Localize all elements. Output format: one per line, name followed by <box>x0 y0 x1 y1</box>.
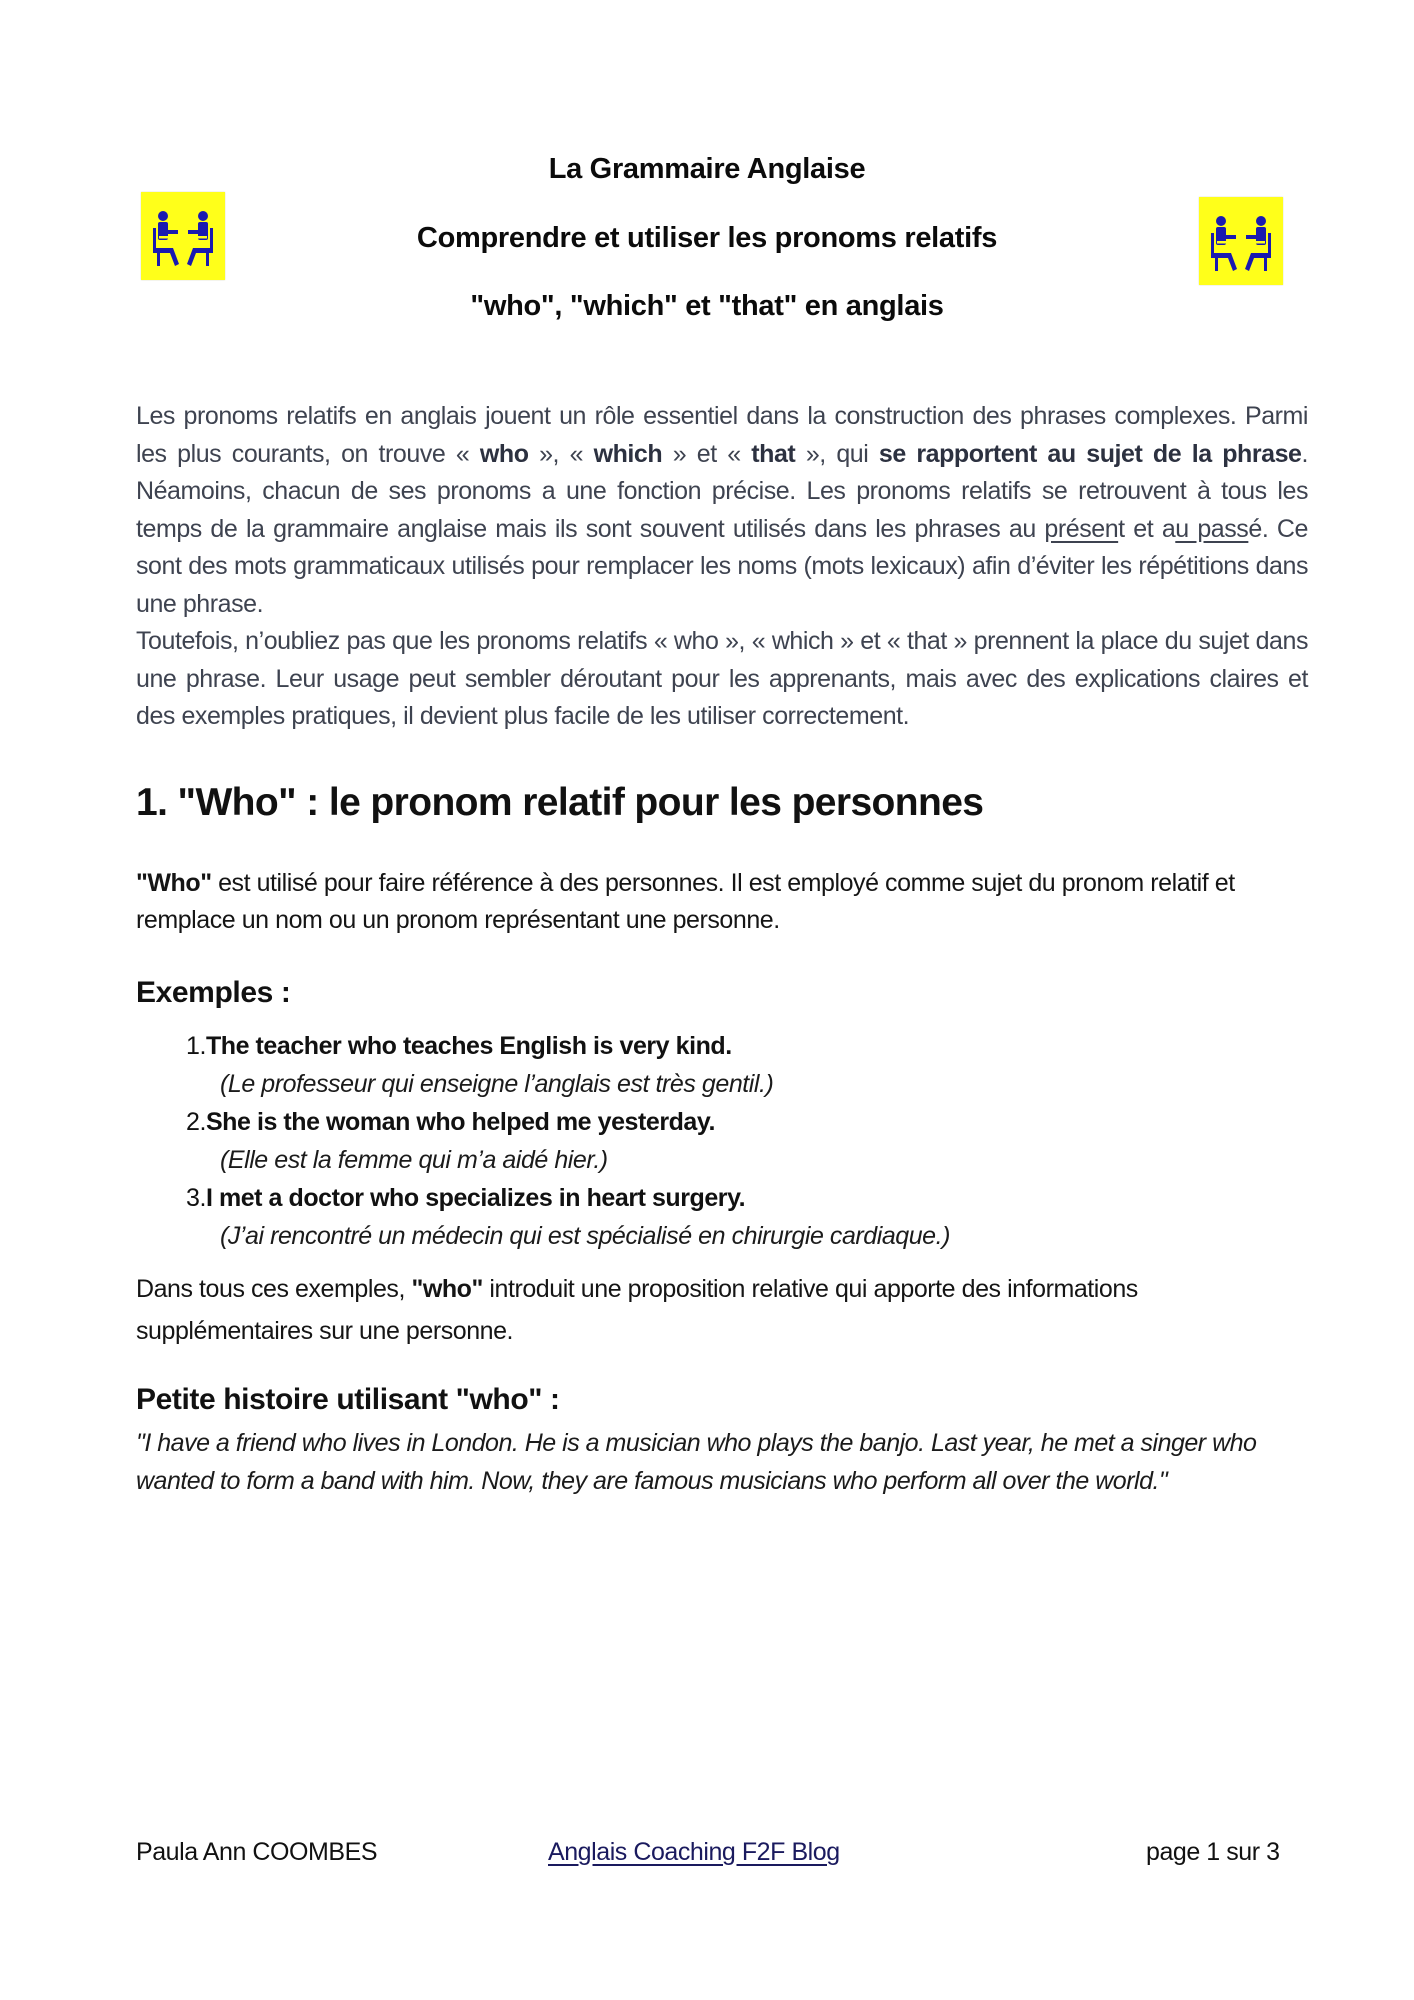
bold-which: which <box>593 439 663 468</box>
example-item <box>186 1027 1286 1103</box>
intro-paragraph-1 <box>136 398 1308 623</box>
example-french: (J’ai rencontré un médecin qui est spécialisé en chirurgie cardiaque.) <box>220 1222 951 1250</box>
intro-section <box>136 398 1308 736</box>
intro-paragraph-2: Toutefois, n’oubliez pas que les pronoms relatifs « who », « which » et « that » prennent la place du sujet dans une phrase. Leur usage peut sembler déroutant pour les apprenants, mais avec des explications claires et des exemples pratiques, il devient plus facile de les utiliser correctement. <box>136 627 1308 730</box>
text: é. Ce sont des mots grammaticaux utilisés pour remplacer les noms (mots lexicaux) afin d’éviter les répétitions dans une phrase. <box>136 514 1308 618</box>
underlined-text: présen <box>1044 514 1119 543</box>
story-text <box>136 1425 1276 1500</box>
example-number: 3. <box>186 1184 206 1212</box>
text: . Néamoins, chacun de ses pronoms a une fonction précise. Les pronoms relatifs se retrouvent à tous les temps de la grammaire anglaise mais ils sont souvent utilisés dans les phrases au <box>136 439 1309 543</box>
footer-author: Paula Ann COOMBES <box>136 1838 378 1866</box>
footer-blog-link[interactable]: Anglais Coaching F2F Blog <box>548 1838 840 1866</box>
example-item <box>186 1179 1286 1255</box>
example-english: The teacher who teaches English is very kind. <box>205 1032 732 1060</box>
text: t et a <box>1118 514 1176 543</box>
section-heading-who: 1. "Who" : le pronom relatif pour les personnes <box>136 781 984 824</box>
footer-page-number: page 1 sur 3 <box>1146 1838 1280 1866</box>
example-number: 1. <box>186 1032 206 1060</box>
document-subtitle-pronouns: "who", "which" et "that" en anglais <box>470 290 944 322</box>
text: », « <box>528 439 594 468</box>
text: Dans tous ces exemples, <box>136 1275 412 1303</box>
text: est utilisé pour faire référence à des personnes. Il est employé comme sujet du pronom relatif et remplace un nom ou un pronom représentant une personne. <box>136 869 1235 934</box>
document-title: La Grammaire Anglaise <box>548 153 866 185</box>
bold-who: "who" <box>411 1275 483 1303</box>
example-number: 2. <box>186 1108 206 1136</box>
example-french: (Le professeur qui enseigne l’anglais est très gentil.) <box>220 1070 774 1098</box>
example-item <box>186 1103 1286 1179</box>
bold-that: that <box>751 439 796 468</box>
bold-who: who <box>479 439 529 468</box>
examples-list <box>186 1027 1286 1255</box>
section-description <box>136 865 1296 939</box>
bold-who: "Who" <box>136 869 212 897</box>
text: », qui <box>795 439 879 468</box>
text: introduit une proposition relative qui apporte des informations supplémentaires sur une personne. <box>136 1275 1138 1345</box>
story-heading: Petite histoire utilisant "who" : <box>136 1383 560 1416</box>
document-subtitle: Comprendre et utiliser les pronoms relatifs <box>416 222 998 254</box>
underlined-text: u pass <box>1175 514 1249 543</box>
example-french: (Elle est la femme qui m’a aidé hier.) <box>220 1146 608 1174</box>
example-english: I met a doctor who specializes in heart surgery. <box>205 1184 746 1212</box>
story-paragraph: "I have a friend who lives in London. He is a musician who plays the banjo. Last year, he met a singer who wanted to form a band with him. Now, they are famous musicians who perform all over the world." <box>136 1429 1257 1495</box>
examples-summary <box>136 1268 1296 1352</box>
bold-phrase: se rapportent au sujet de la phrase <box>878 439 1302 468</box>
text: Les pronoms relatifs en anglais jouent un rôle essentiel dans la construction des phrases complexes. Parmi les plus courants, on trouve « <box>136 402 1308 468</box>
text: » et « <box>662 439 752 468</box>
example-english: She is the woman who helped me yesterday. <box>205 1108 715 1136</box>
examples-heading: Exemples : <box>136 976 291 1009</box>
